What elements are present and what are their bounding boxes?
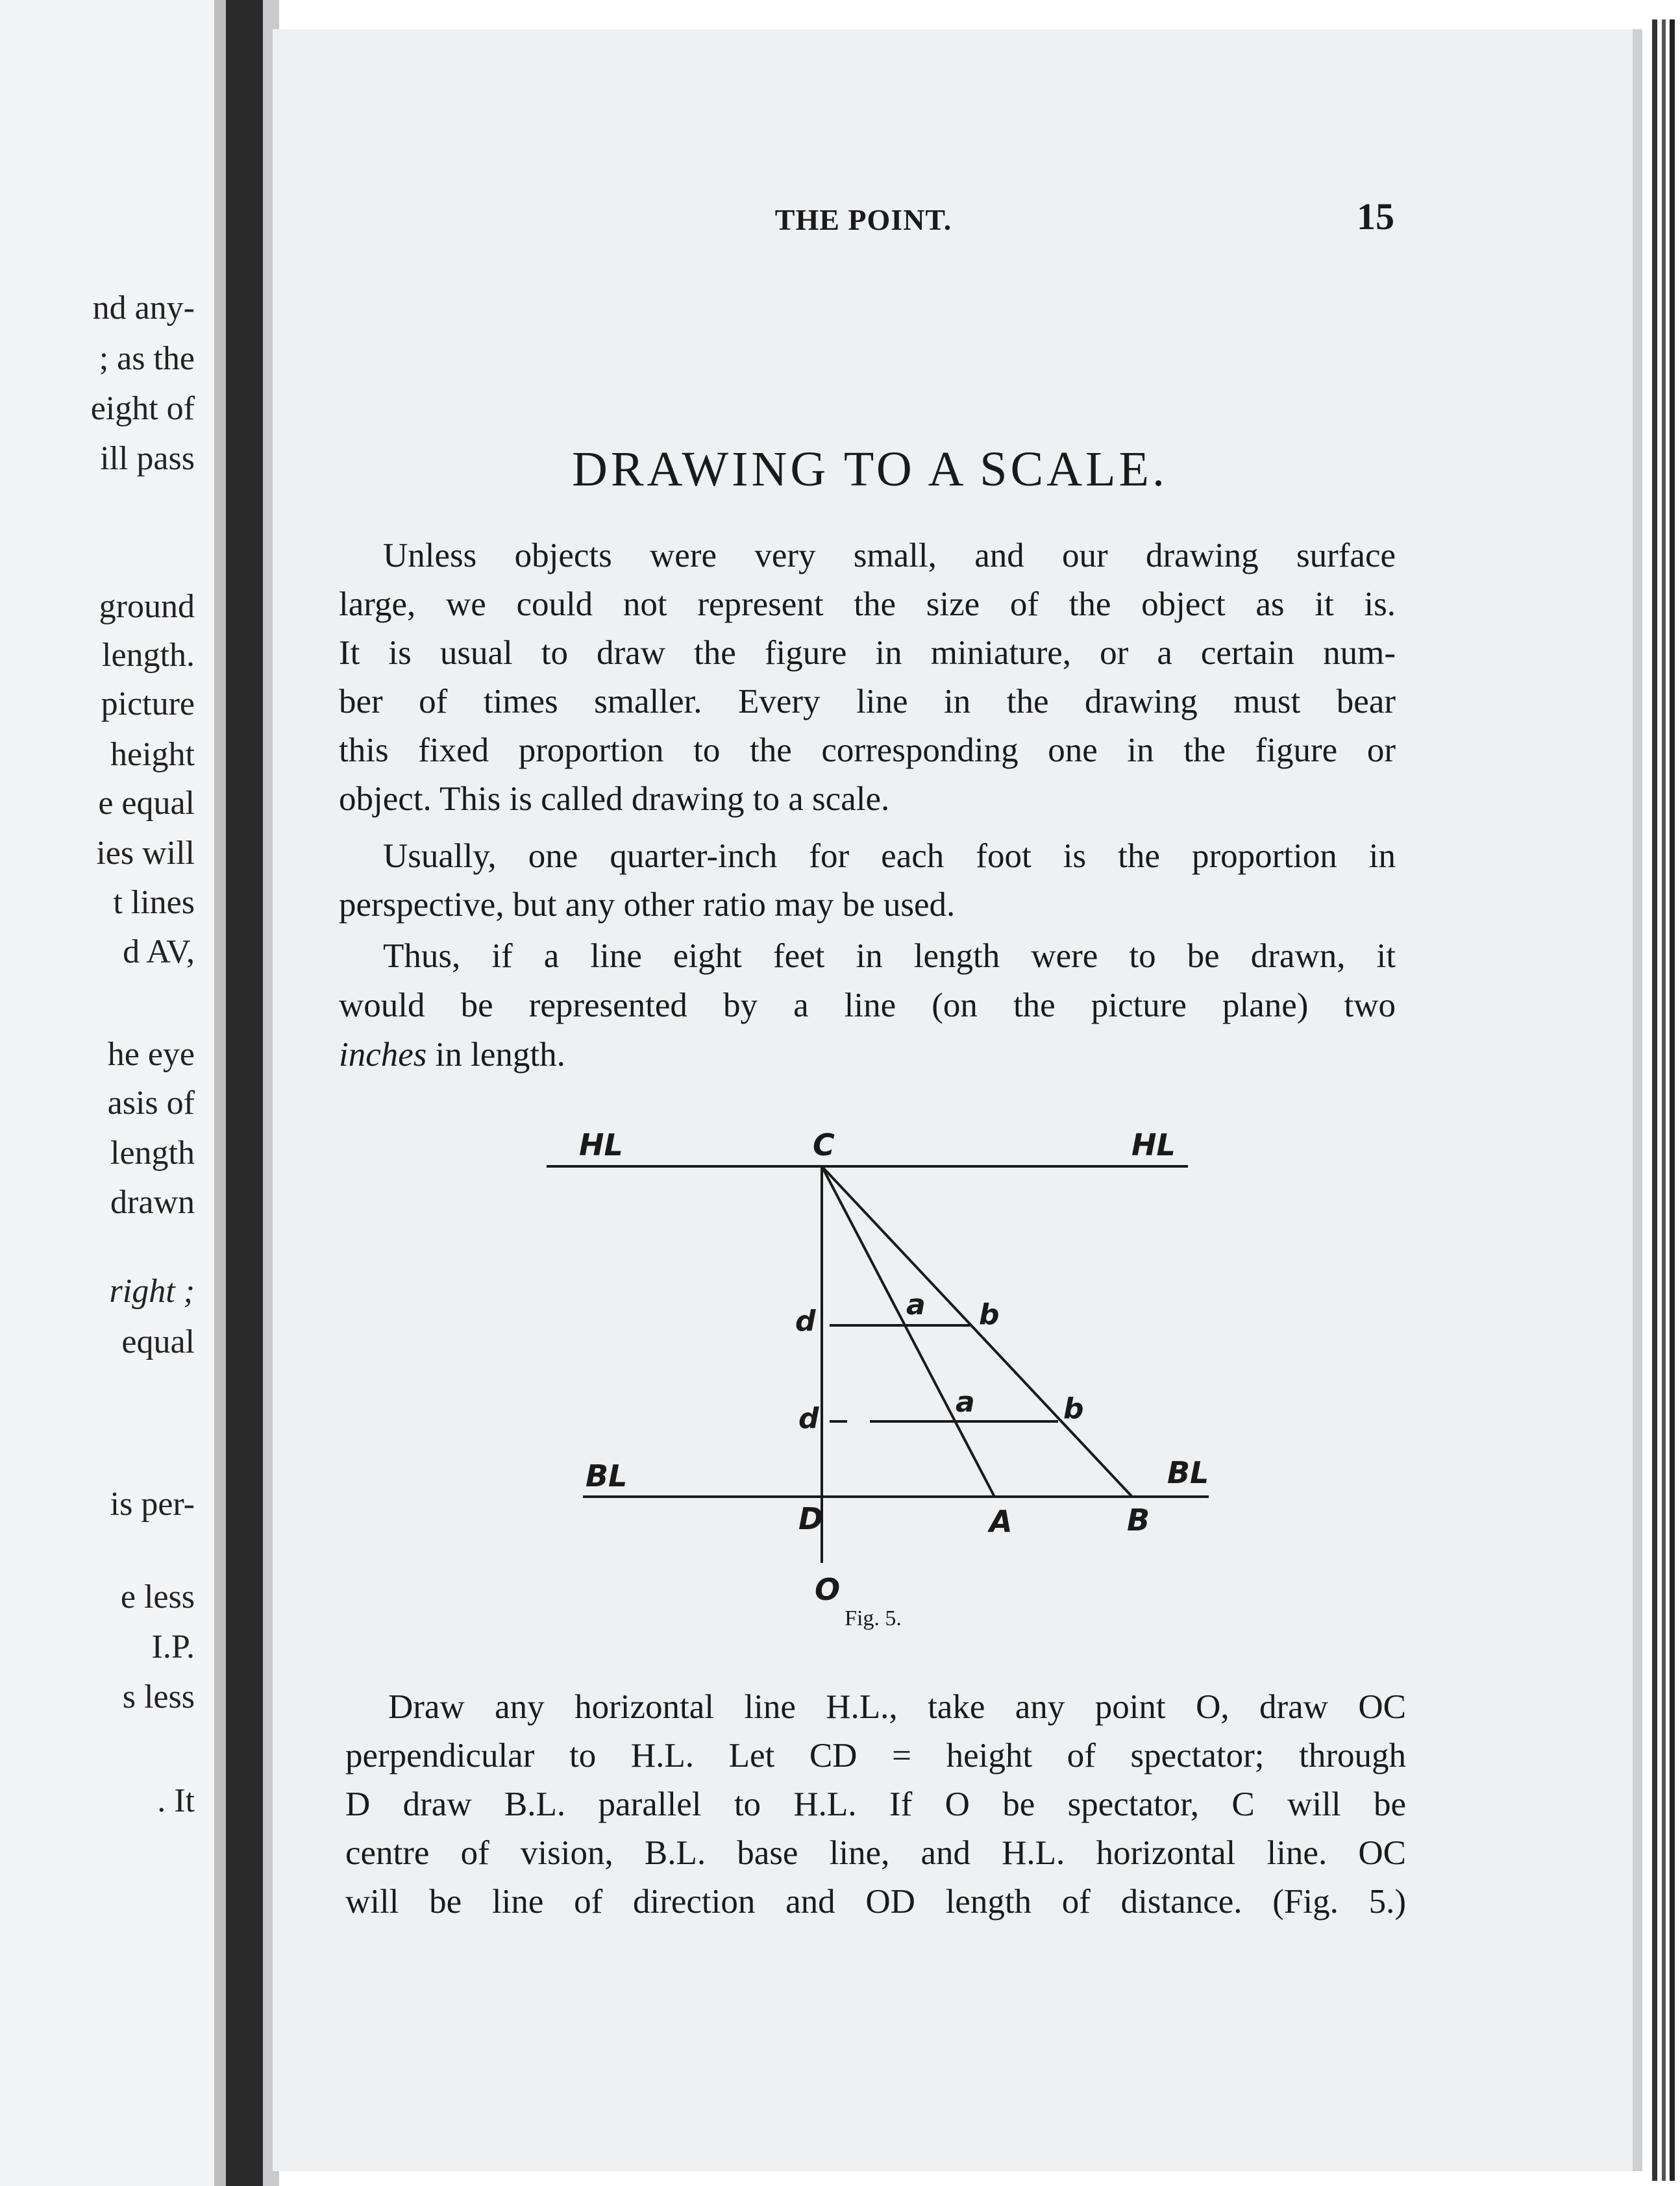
- facing-page-line: d AV,: [123, 933, 195, 970]
- label-hl-left: HL: [579, 1127, 623, 1162]
- line-c-to-a: [822, 1166, 994, 1497]
- facing-page-line: length.: [102, 637, 195, 674]
- gutter-shadow: [224, 0, 263, 2186]
- facing-page-line: right ;: [109, 1273, 195, 1310]
- facing-page-line: height: [110, 736, 195, 773]
- figure-5-diagram: [519, 1116, 1233, 1610]
- line-c-to-b: [822, 1166, 1132, 1497]
- facing-page-line: t lines: [113, 884, 195, 921]
- text-line: It is usual to draw the figure in miniature, or a certain num-: [339, 634, 1396, 672]
- text-line: perspective, but any other ratio may be used.: [339, 886, 956, 924]
- label-b-upper: b: [979, 1298, 1000, 1331]
- facing-page-line: eight of: [90, 390, 195, 427]
- label-b-base: B: [1127, 1503, 1150, 1538]
- section-heading: DRAWING TO A SCALE.: [572, 442, 1168, 497]
- text-line: Unless objects were very small, and our drawing surface: [383, 537, 1396, 574]
- facing-page-line: is per-: [110, 1486, 195, 1523]
- facing-page-line: he eye: [107, 1036, 195, 1073]
- facing-page-line: I.P.: [151, 1628, 195, 1665]
- facing-page-line: picture: [101, 685, 195, 722]
- text-line: would be represented by a line (on the picture plane) two: [339, 987, 1396, 1024]
- running-head: THE POINT.: [774, 203, 952, 236]
- facing-page-line: ground: [99, 588, 195, 625]
- text-line: D draw B.L. parallel to H.L. If O be spectator, C will be: [345, 1786, 1406, 1823]
- facing-page-line: equal: [121, 1323, 195, 1360]
- text-line: ber of times smaller. Every line in the drawing must bear: [339, 683, 1396, 720]
- facing-page-line: asis of: [107, 1085, 195, 1122]
- label-bl-left: BL: [586, 1458, 628, 1493]
- text-line: Thus, if a line eight feet in length were to be drawn, it: [383, 937, 1396, 975]
- text-line: large, we could not represent the size of the object as it is.: [339, 585, 1396, 623]
- text-line: Draw any horizontal line H.L., take any point O, draw OC: [388, 1688, 1406, 1726]
- label-b-lower: b: [1063, 1392, 1084, 1425]
- facing-page-line: . It: [157, 1782, 195, 1819]
- text-line: perpendicular to H.L. Let CD = height of spectator; through: [345, 1737, 1406, 1775]
- label-d-lower: d: [798, 1402, 819, 1435]
- facing-page-line: e equal: [98, 785, 195, 822]
- label-a-upper: a: [906, 1288, 926, 1321]
- label-a-lower: a: [956, 1386, 975, 1419]
- facing-page-line: s less: [122, 1678, 195, 1715]
- label-c: C: [813, 1127, 835, 1162]
- text-line: object. This is called drawing to a scale.: [339, 780, 890, 818]
- label-d-base: D: [798, 1501, 824, 1536]
- text-line: centre of vision, B.L. base line, and H.L. horizontal line. OC: [345, 1834, 1406, 1872]
- facing-page-line: ies will: [96, 835, 195, 872]
- figure-caption: Fig. 5.: [845, 1606, 902, 1630]
- facing-page-line: e less: [120, 1578, 195, 1615]
- text-line: this fixed proportion to the corresponding one in the figure or: [339, 731, 1396, 769]
- facing-page-line: nd any-: [92, 289, 195, 326]
- facing-page-line: drawn: [110, 1184, 195, 1221]
- label-bl-right: BL: [1167, 1455, 1209, 1490]
- facing-page-line: ; as the: [99, 340, 195, 377]
- text-span: in length.: [426, 1036, 565, 1074]
- italic-word: inches: [339, 1036, 427, 1074]
- text-line: Usually, one quarter-inch for each foot is the proportion in: [383, 837, 1396, 875]
- label-hl-right: HL: [1131, 1127, 1176, 1162]
- label-o: O: [815, 1572, 841, 1607]
- facing-page-line: ill pass: [100, 440, 195, 477]
- page-number: 15: [1357, 195, 1394, 238]
- facing-page-line: length: [110, 1135, 195, 1172]
- page-right-edge: [1633, 29, 1642, 2171]
- text-line: [339, 1031, 565, 1078]
- label-d-upper: d: [795, 1305, 816, 1338]
- text-line: will be line of direction and OD length of distance. (Fig. 5.): [345, 1883, 1406, 1921]
- label-a-base: A: [989, 1504, 1013, 1539]
